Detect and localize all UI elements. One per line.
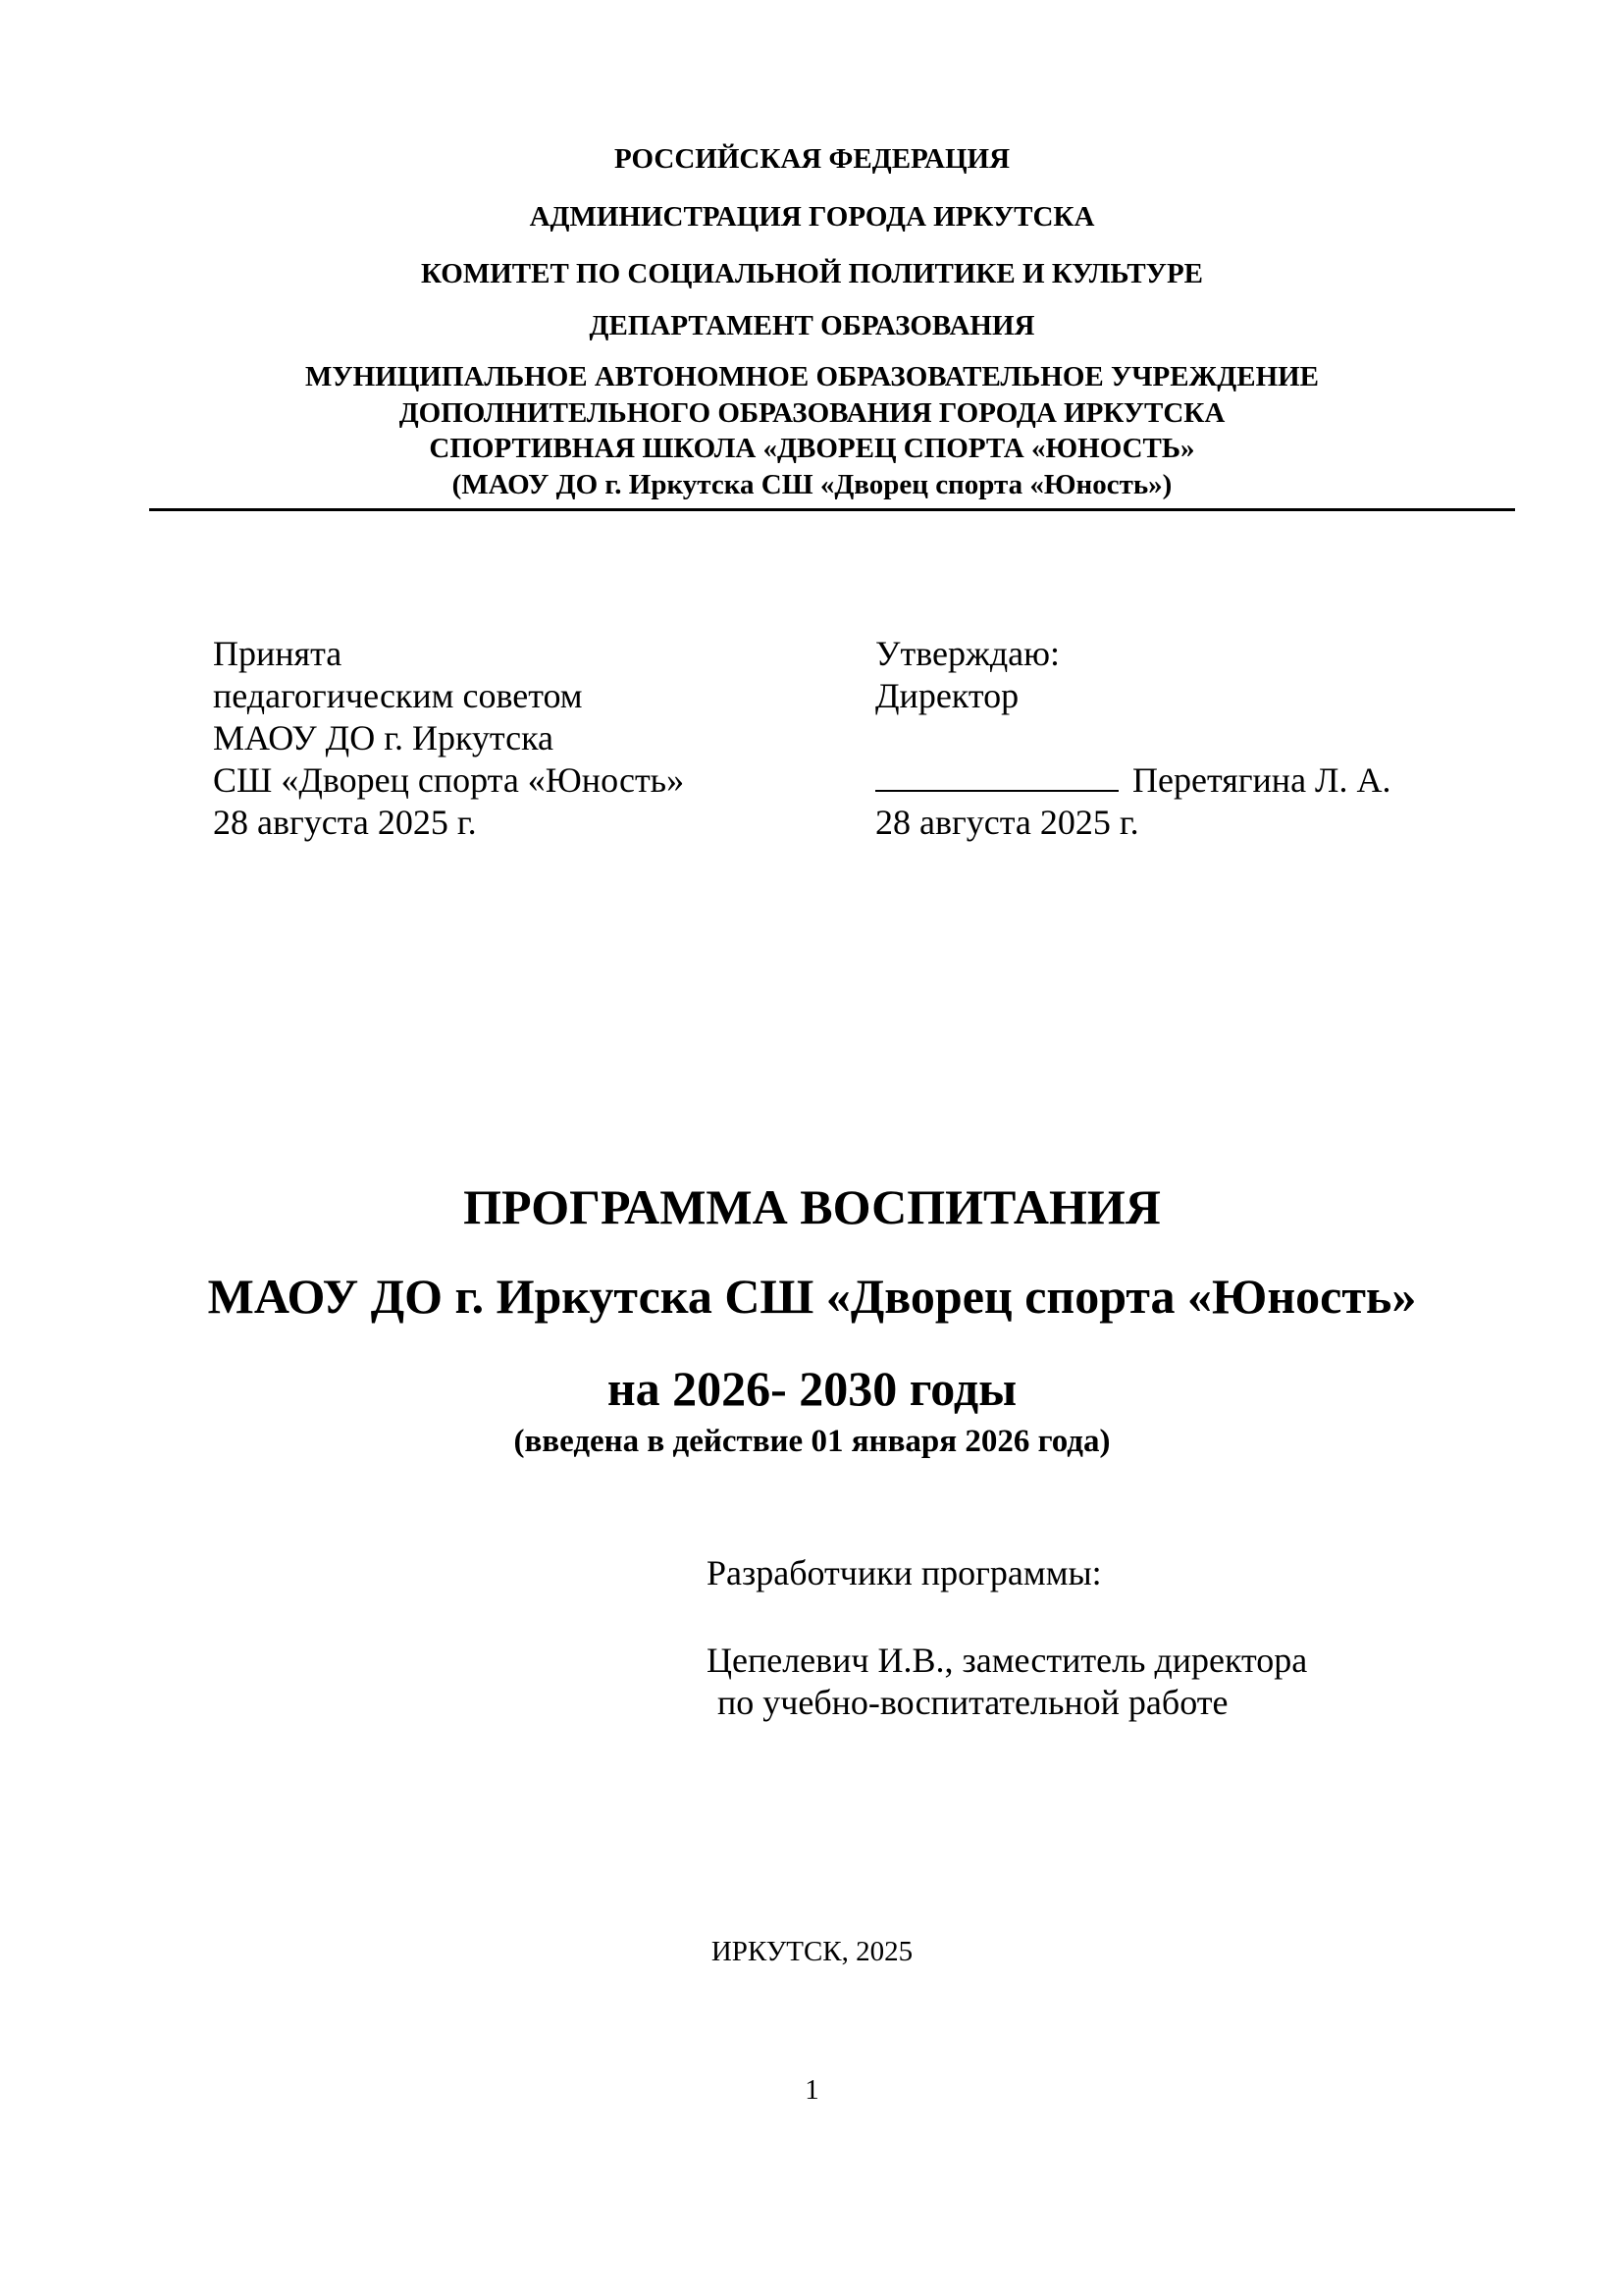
city-year: ИРКУТСК, 2025 xyxy=(710,1936,914,1967)
header-divider xyxy=(149,508,1515,511)
header-org-line-3: СПОРТИВНАЯ ШКОЛА «ДВОРЕЦ СПОРТА «ЮНОСТЬ» xyxy=(429,433,1195,464)
header-federation: РОССИЙСКАЯ ФЕДЕРАЦИЯ xyxy=(613,143,1011,175)
header-org-line-2: ДОПОЛНИТЕЛЬНОГО ОБРАЗОВАНИЯ ГОРОДА ИРКУТСКА xyxy=(398,397,1226,429)
approved-label: Утверждаю: xyxy=(875,634,1061,673)
approved-signatory: Перетягина Л. А. xyxy=(1132,760,1391,800)
page-number: 1 xyxy=(805,2074,819,2106)
approved-position: Директор xyxy=(875,676,1020,715)
header-org-line-1: МУНИЦИПАЛЬНОЕ АВТОНОМНОЕ ОБРАЗОВАТЕЛЬНОЕ УЧРЕЖДЕНИЕ xyxy=(304,361,1320,392)
document-effective-date: (введена в действие 01 января 2026 года) xyxy=(513,1424,1111,1459)
header-department: ДЕПАРТАМЕНТ ОБРАЗОВАНИЯ xyxy=(589,310,1035,341)
header-org-line-4: (МАОУ ДО г. Иркутска СШ «Дворец спорта «Юность») xyxy=(451,469,1173,500)
developer-role: по учебно-воспитательной работе xyxy=(717,1683,1229,1722)
document-title: ПРОГРАММА ВОСПИТАНИЯ xyxy=(463,1179,1161,1234)
header-administration: АДМИНИСТРАЦИЯ ГОРОДА ИРКУТСКА xyxy=(529,201,1095,233)
header-committee: КОМИТЕТ ПО СОЦИАЛЬНОЙ ПОЛИТИКЕ И КУЛЬТУРЕ xyxy=(420,258,1204,289)
accepted-label: Принята xyxy=(213,634,342,673)
approved-date: 28 августа 2025 г. xyxy=(875,803,1139,842)
signature-line xyxy=(875,760,1119,792)
accepted-block xyxy=(213,633,684,844)
document-title-period: на 2026- 2030 годы xyxy=(606,1361,1018,1416)
approved-spacer xyxy=(875,717,1390,759)
accepted-org-name: СШ «Дворец спорта «Юность» xyxy=(213,760,685,800)
developers-heading: Разработчики программы: xyxy=(707,1553,1102,1592)
approved-signature-row xyxy=(875,759,1390,802)
accepted-date: 28 августа 2025 г. xyxy=(213,803,477,842)
document-title-org: МАОУ ДО г. Иркутска СШ «Дворец спорта «Юность» xyxy=(207,1269,1417,1324)
accepted-council: педагогическим советом xyxy=(213,676,583,715)
developer-name: Цепелевич И.В., заместитель директора xyxy=(707,1641,1308,1680)
accepted-org-short: МАОУ ДО г. Иркутска xyxy=(213,718,553,757)
approved-block xyxy=(875,633,1390,844)
